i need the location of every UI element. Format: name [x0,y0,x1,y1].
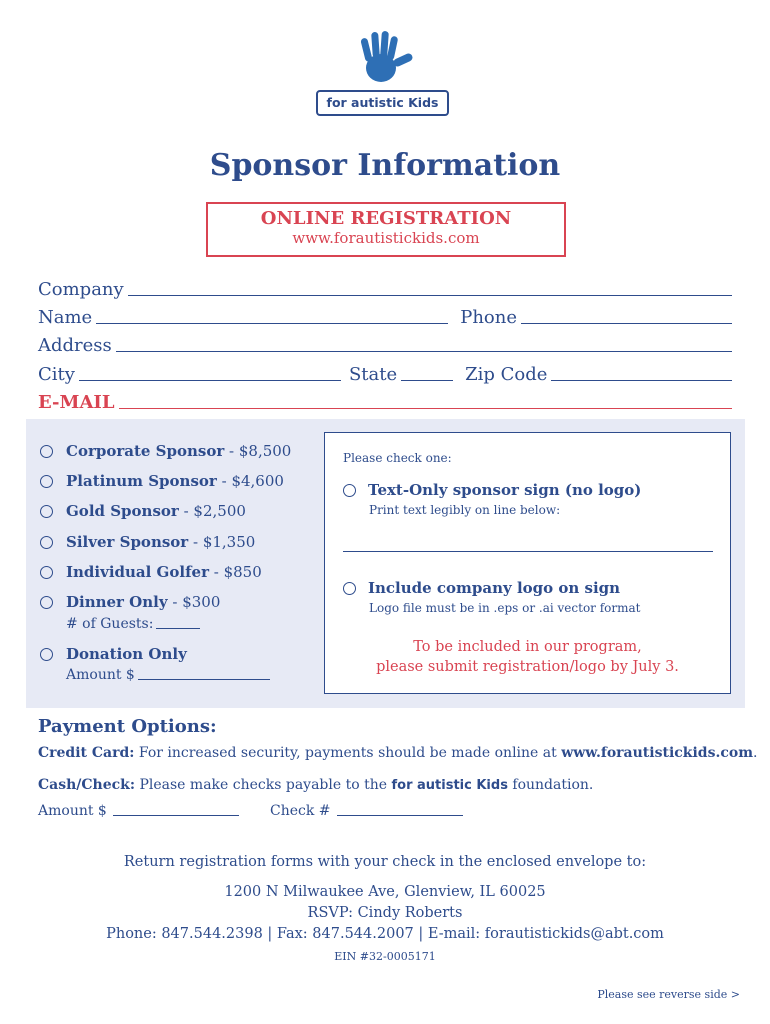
radio-circle-icon[interactable] [40,505,53,518]
logo-wordmark: for autistic Kids [316,90,449,116]
sponsor-option-dinner-only[interactable] [40,593,220,611]
program-deadline-note [325,637,730,677]
program-note-line-1: To be included in our program, [413,639,642,655]
email-label: E-MAIL [38,392,115,413]
zip-label: Zip Code [465,364,548,385]
sponsor-option-platinum[interactable] [40,472,284,490]
name-field[interactable] [96,323,448,324]
online-registration-heading: ONLINE REGISTRATION [260,208,512,229]
radio-circle-icon[interactable] [40,475,53,488]
sponsor-option-name: Gold Sponsor [66,502,179,520]
email-field[interactable] [119,408,733,409]
hand-print-icon [355,30,417,88]
radio-circle-icon[interactable] [40,596,53,609]
credit-card-text: For increased security, payments should be made online at [138,745,557,761]
sponsor-option-name: Individual Golfer [66,563,209,581]
guests-row [66,616,200,632]
sponsor-option-corporate[interactable] [40,442,291,460]
radio-circle-icon[interactable] [40,566,53,579]
credit-card-label: Credit Card: [38,745,135,761]
sponsor-option-name: Platinum Sponsor [66,472,217,490]
name-phone-row [38,302,732,328]
radio-circle-icon[interactable] [40,648,53,661]
sponsor-option-name: Corporate Sponsor [66,442,225,460]
cash-check-end: foundation. [512,777,594,793]
sponsor-option-name: Silver Sponsor [66,533,189,551]
mailing-address: 1200 N Milwaukee Ave, Glenview, IL 60025 [224,884,546,900]
cash-check-text: Please make checks payable to the [139,777,388,793]
payment-options-heading: Payment Options: [38,716,217,737]
donation-amount-label: Amount $ [66,667,135,683]
registration-url-link[interactable]: www.forautistickids.com [292,229,480,247]
logo-sign-label: Include company logo on sign [368,579,621,597]
sponsor-option-price: - $4,600 [221,472,284,490]
contact-info: Phone: 847.544.2398 | Fax: 847.544.2007 | E-mail: forautistickids@abt.com [106,926,664,942]
city-field[interactable] [79,380,341,381]
state-field[interactable] [401,380,453,381]
address-row [38,330,732,356]
text-only-note: Print text legibly on line below: [369,503,561,517]
sponsor-option-price: - $300 [172,593,221,611]
sign-options-box [324,432,731,694]
credit-card-line [38,745,757,761]
donation-amount-field[interactable] [138,679,270,680]
sponsor-option-price: - $850 [213,563,262,581]
phone-label: Phone [460,307,517,328]
guests-field[interactable] [156,628,200,629]
check-number-label: Check # [270,803,331,819]
text-only-sign-label: Text-Only sponsor sign (no logo) [368,481,642,499]
radio-circle-icon[interactable] [343,582,356,595]
phone-field[interactable] [521,323,732,324]
cash-check-line [38,777,593,793]
text-only-sign-option[interactable] [343,481,641,499]
radio-circle-icon[interactable] [40,536,53,549]
state-label: State [348,364,398,385]
company-field[interactable] [128,295,732,296]
sponsor-option-price: - $8,500 [229,442,292,460]
ein-number: EIN #32-0005171 [334,950,436,963]
address-label: Address [38,335,112,356]
payment-amount-field[interactable] [113,815,239,816]
credit-card-url-link[interactable]: www.forautistickids.com [561,745,754,761]
company-label: Company [38,279,124,300]
page-title: Sponsor Information [209,148,561,183]
payment-amount-label: Amount $ [38,803,107,819]
rsvp-contact: RSVP: Cindy Roberts [307,905,463,921]
payment-amount-row [38,803,239,819]
city-state-zip-row [38,359,732,385]
inline-logo-wordmark: for autistic Kids [391,778,508,793]
check-number-field[interactable] [337,815,463,816]
check-number-row [270,803,463,819]
sponsor-option-name: Dinner Only [66,593,168,611]
zip-field[interactable] [551,380,732,381]
sponsor-option-silver[interactable] [40,533,255,551]
company-row [38,274,732,300]
radio-circle-icon[interactable] [40,445,53,458]
sponsor-option-name: Donation Only [66,645,187,663]
radio-circle-icon[interactable] [343,484,356,497]
sponsor-option-price: - $2,500 [183,502,246,520]
online-registration-box [206,202,566,257]
sponsor-option-donation-only[interactable] [40,645,187,663]
credit-card-period: . [753,745,758,761]
cash-check-label: Cash/Check: [38,777,136,793]
name-label: Name [38,307,93,328]
city-label: City [38,364,75,385]
address-field[interactable] [116,351,732,352]
logo-format-note: Logo file must be in .eps or .ai vector format [369,601,641,615]
program-note-line-2: please submit registration/logo by July 3. [376,659,679,675]
logo-sign-option[interactable] [343,579,620,597]
guests-label: # of Guests: [66,616,154,632]
sponsor-option-gold[interactable] [40,502,246,520]
return-instructions: Return registration forms with your check in the enclosed envelope to: [123,854,647,870]
reverse-side-note: Please see reverse side > [597,988,740,1001]
sponsor-option-price: - $1,350 [192,533,256,551]
sponsor-option-individual-golfer[interactable] [40,563,262,581]
sign-text-field[interactable] [343,551,713,552]
email-row [38,387,732,413]
check-one-label: Please check one: [343,451,452,465]
donation-amount-row [66,667,270,683]
